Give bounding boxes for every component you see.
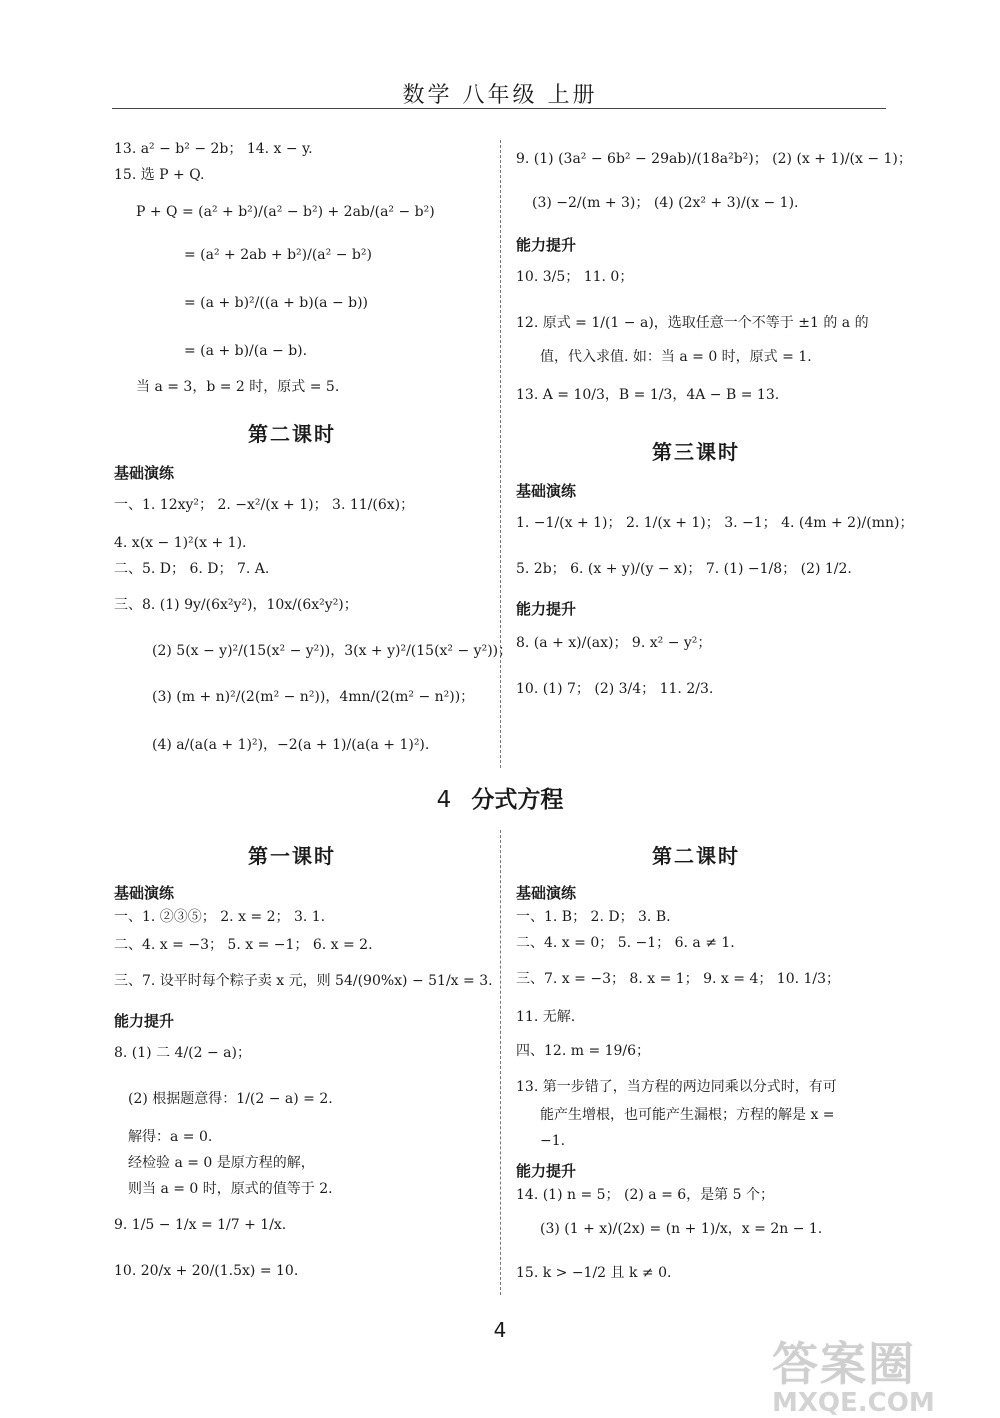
watermark-logo-text: 答案圈: [772, 1337, 916, 1391]
section-label: 能力提升: [516, 236, 577, 254]
watermark-logo: [772, 1328, 982, 1418]
lesson-heading: 第三课时: [652, 440, 740, 464]
answer-line: 5. 2b； 6. (x + y)/(y − x)； 7. (1) −1/8； (2) 1/2.: [516, 561, 852, 577]
answer-line: 解得：a = 0.: [128, 1129, 213, 1145]
answer-line: 15. 选 P + Q.: [114, 167, 205, 183]
answer-line: 当 a = 3，b = 2 时，原式 = 5.: [136, 379, 340, 395]
answer-line: 则当 a = 0 时，原式的值等于 2.: [128, 1181, 333, 1197]
answer-line: 12. 原式 = 1/(1 − a)，选取任意一个不等于 ±1 的 a 的: [516, 315, 869, 331]
answer-line: 8. (a + x)/(ax)； 9. x² − y²；: [516, 635, 712, 651]
answer-line: P + Q = (a² + b²)/(a² − b²) + 2ab/(a² − b²): [136, 204, 435, 220]
answer-line: 11. 无解.: [516, 1009, 576, 1025]
answer-line: 15. k > −1/2 且 k ≠ 0.: [516, 1265, 672, 1281]
header-rule: [112, 108, 886, 109]
answer-line: 三、8. (1) 9y/(6x²y²)，10x/(6x²y²)；: [114, 597, 358, 613]
answer-line: 四、12. m = 19/6；: [516, 1043, 651, 1059]
page-number: 4: [493, 1318, 507, 1342]
section-label: 基础演练: [114, 464, 175, 482]
column-divider-bottom: [500, 830, 501, 1295]
answer-line: = (a + b)/(a − b).: [184, 343, 308, 359]
answer-line: 经检验 a = 0 是原方程的解，: [128, 1155, 315, 1171]
answer-line: (3) −2/(m + 3)； (4) (2x² + 3)/(x − 1).: [532, 195, 799, 211]
answer-line: 13. a² − b² − 2b； 14. x − y.: [114, 141, 313, 157]
answer-line: 二、4. x = −3； 5. x = −1； 6. x = 2.: [114, 937, 373, 953]
lesson-heading: 第二课时: [248, 422, 336, 446]
answer-line: 9. 1/5 − 1/x = 1/7 + 1/x.: [114, 1217, 287, 1233]
answer-line: 10. (1) 7； (2) 3/4； 11. 2/3.: [516, 681, 714, 697]
answer-line: 13. 第一步错了，当方程的两边同乘以分式时，有可: [516, 1079, 837, 1095]
lesson-heading: 第二课时: [652, 844, 740, 868]
answer-line: 4. x(x − 1)²(x + 1).: [114, 535, 247, 551]
chapter-title: 分式方程: [471, 787, 564, 813]
section-label: 基础演练: [516, 482, 577, 500]
answer-line: 三、7. x = −3； 8. x = 1； 9. x = 4； 10. 1/3；: [516, 971, 841, 987]
answer-line: (4) a/(a(a + 1)²)，−2(a + 1)/(a(a + 1)²).: [152, 737, 430, 753]
answer-line: 14. (1) n = 5； (2) a = 6，是第 5 个；: [516, 1187, 774, 1203]
answer-line: −1.: [540, 1133, 566, 1149]
answer-line: 9. (1) (3a² − 6b² − 29ab)/(18a²b²)； (2) (x + 1)/(x − 1)；: [516, 151, 912, 167]
answer-line: (3) (1 + x)/(2x) = (n + 1)/x，x = 2n − 1.: [540, 1221, 823, 1237]
answer-line: = (a + b)²/((a + b)(a − b)): [184, 295, 369, 311]
answer-line: = (a² + 2ab + b²)/(a² − b²): [184, 247, 372, 263]
answer-line: 13. A = 10/3，B = 1/3，4A − B = 13.: [516, 387, 780, 403]
column-divider-top: [500, 140, 501, 768]
answer-line: 能产生增根，也可能产生漏根；方程的解是 x =: [540, 1107, 835, 1123]
answer-line: 二、5. D； 6. D； 7. A.: [114, 561, 270, 577]
answer-line: 10. 3/5； 11. 0；: [516, 269, 634, 285]
answer-line: 一、1. ②③⑤； 2. x = 2； 3. 1.: [114, 909, 326, 925]
page-header-title: 数学 八年级 上册: [402, 83, 598, 108]
section-label: 基础演练: [114, 884, 175, 902]
answer-line: 10. 20/x + 20/(1.5x) = 10.: [114, 1263, 299, 1279]
section-label: 能力提升: [516, 1162, 577, 1180]
answer-line: 二、4. x = 0； 5. −1； 6. a ≠ 1.: [516, 935, 735, 951]
answer-line: (2) 根据题意得：1/(2 − a) = 2.: [128, 1091, 333, 1107]
section-label: 能力提升: [516, 600, 577, 618]
chapter-heading: [0, 781, 1000, 814]
answer-line: (2) 5(x − y)²/(15(x² − y²))，3(x + y)²/(15(x² − y²))；: [152, 643, 513, 659]
section-label: 能力提升: [114, 1012, 175, 1030]
answer-line: 一、1. 12xy²； 2. −x²/(x + 1)； 3. 11/(6x)；: [114, 497, 415, 513]
answer-line: 1. −1/(x + 1)； 2. 1/(x + 1)； 3. −1； 4. (4m + 2)/(mn)；: [516, 515, 914, 531]
lesson-heading: 第一课时: [248, 844, 336, 868]
answer-line: 三、7. 设平时每个粽子卖 x 元，则 54/(90%x) − 51/x = 3.: [114, 973, 493, 989]
answer-line: 8. (1) 二 4/(2 − a)；: [114, 1045, 251, 1061]
answer-line: 值，代入求值. 如：当 a = 0 时，原式 = 1.: [540, 349, 812, 365]
section-label: 基础演练: [516, 884, 577, 902]
answer-line: (3) (m + n)²/(2(m² − n²))，4mn/(2(m² − n²))；: [152, 689, 475, 705]
answer-line: 一、1. B； 2. D； 3. B.: [516, 909, 671, 925]
chapter-number: 4: [436, 787, 452, 813]
watermark-url: MXQE.COM: [772, 1388, 935, 1418]
